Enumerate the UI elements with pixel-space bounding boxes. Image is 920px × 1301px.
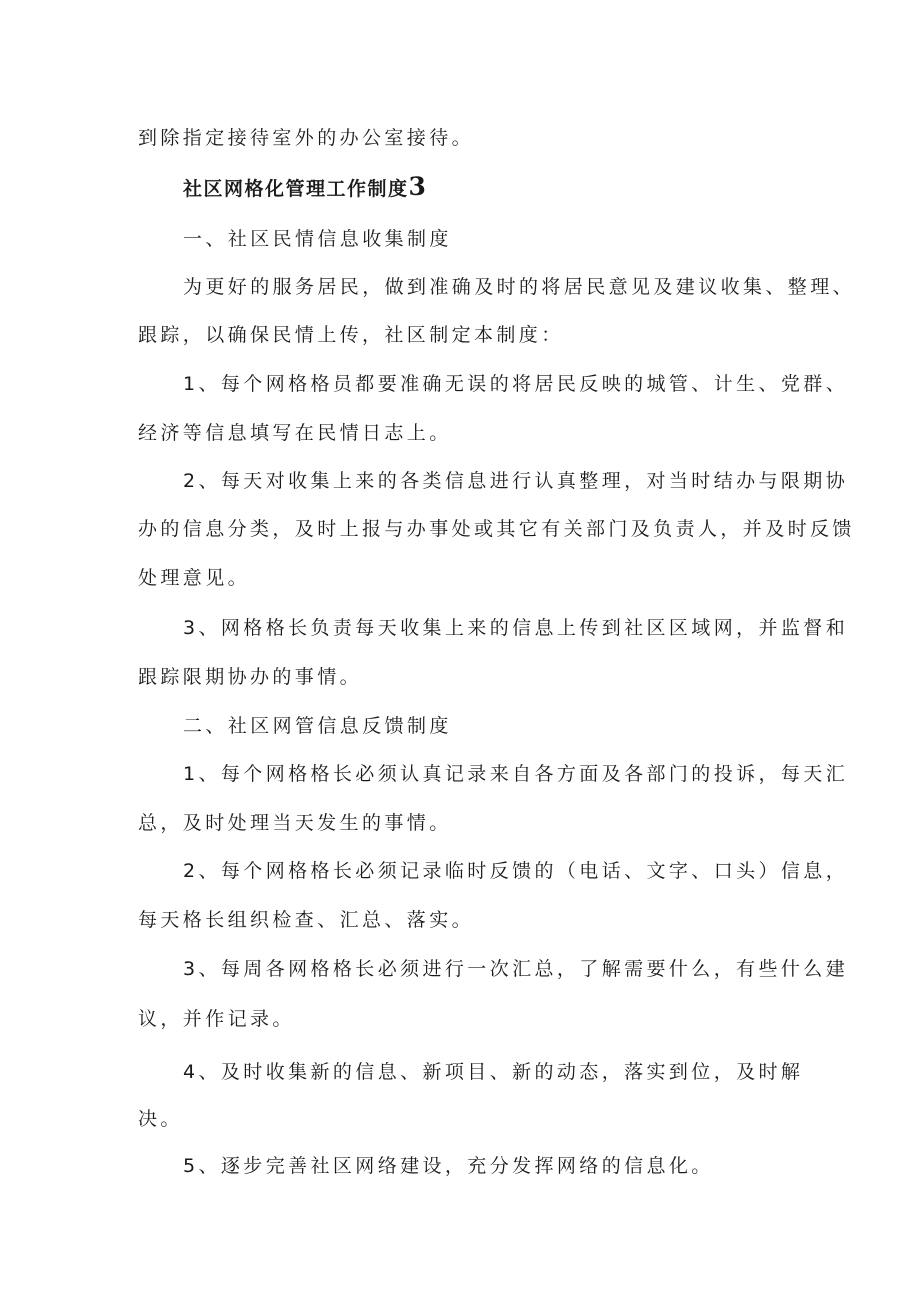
list-item-line: 2、每天对收集上来的各类信息进行认真整理，对当时结办与限期协 <box>183 470 849 492</box>
document-title-number: 3 <box>408 172 426 201</box>
list-item-line: 1、每个网格格长必须认真记录来自各方面及各部门的投诉，每天汇 <box>183 763 849 785</box>
list-item-line: 决。 <box>138 1108 183 1130</box>
section-heading: 一、社区民情信息收集制度 <box>183 228 452 250</box>
list-item-line: 5、逐步完善社区网络建设，充分发挥网络的信息化。 <box>183 1155 714 1177</box>
paragraph-line: 为更好的服务居民，做到准确及时的将居民意见及建议收集、整理、 <box>183 276 856 298</box>
document-title <box>0 174 920 202</box>
list-item-line: 办的信息分类，及时上报与办事处或其它有关部门及负责人，并及时反馈 <box>138 518 855 540</box>
list-item-line: 处理意见。 <box>138 567 251 589</box>
list-item-line: 3、每周各网格格长必须进行一次汇总，了解需要什么，有些什么建 <box>183 958 849 980</box>
paragraph-line: 跟踪，以确保民情上传，社区制定本制度： <box>138 324 564 346</box>
list-item-line: 议，并作记录。 <box>138 1008 295 1030</box>
list-item-line: 3、网格格长负责每天收集上来的信息上传到社区区域网，并监督和 <box>183 617 849 639</box>
list-item-line: 跟踪限期协办的事情。 <box>138 666 363 688</box>
list-item-line: 总，及时处理当天发生的事情。 <box>138 812 452 834</box>
list-item-line: 每天格长组织检查、汇总、落实。 <box>138 909 475 931</box>
document-title-text: 社区网格化管理工作制度 <box>183 178 409 200</box>
list-item-line: 经济等信息填写在民情日志上。 <box>138 422 452 444</box>
section-heading: 二、社区网管信息反馈制度 <box>183 715 452 737</box>
list-item-line: 1、每个网格格员都要准确无误的将居民反映的城管、计生、党群、 <box>183 373 849 395</box>
list-item-line: 4、及时收集新的信息、新项目、新的动态，落实到位，及时解 <box>183 1061 804 1083</box>
continuation-text: 到除指定接待室外的办公室接待。 <box>138 127 475 149</box>
list-item-line: 2、每个网格格长必须记录临时反馈的（电话、文字、口头）信息， <box>183 860 849 882</box>
